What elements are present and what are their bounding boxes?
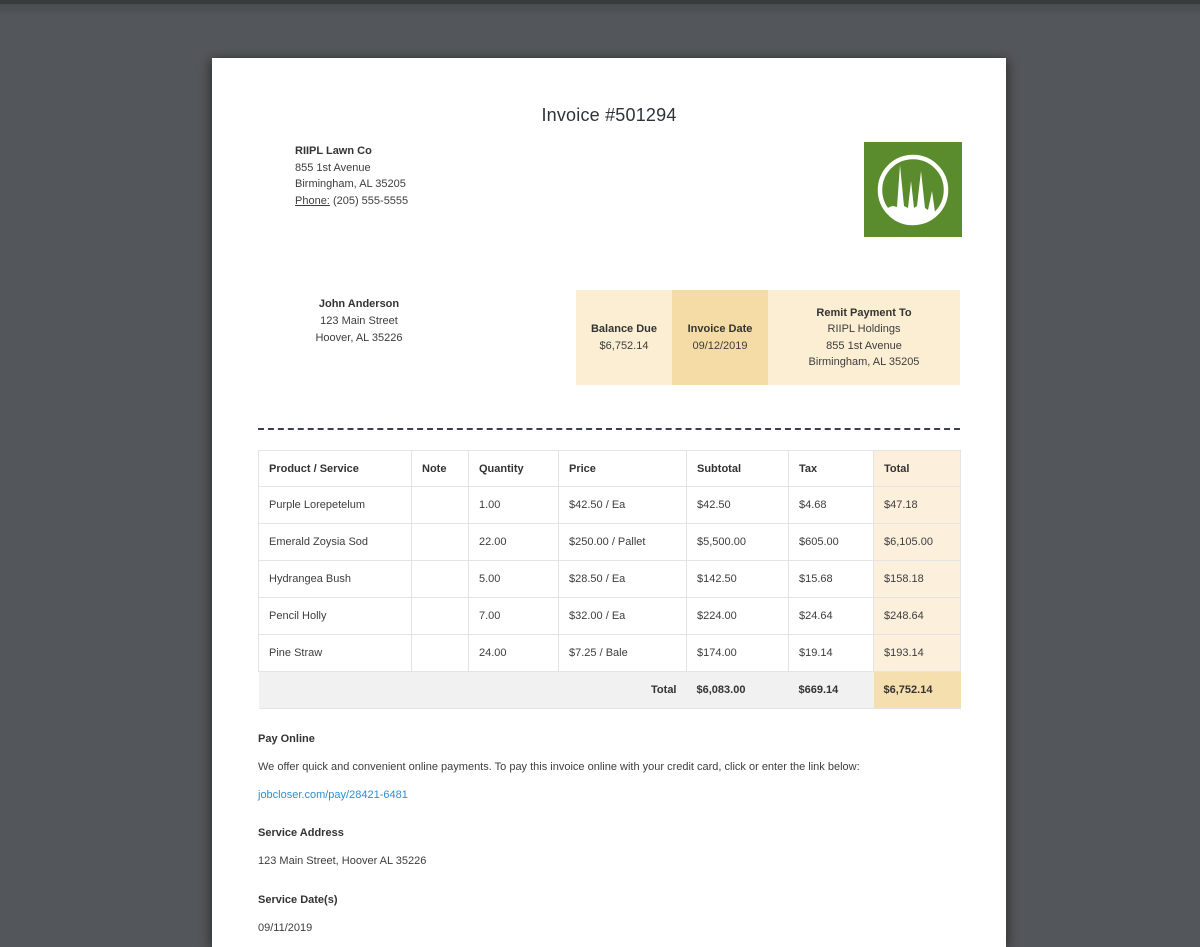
- grass-in-circle-icon: [864, 142, 962, 237]
- cell-tax: $24.64: [789, 598, 874, 635]
- cell-tax: $19.14: [789, 635, 874, 672]
- header-total: Total: [874, 451, 961, 487]
- cell-product: Pine Straw: [259, 635, 412, 672]
- cell-total: $47.18: [874, 487, 961, 524]
- cell-subtotal: $224.00: [687, 598, 789, 635]
- customer-address-block: [259, 296, 459, 347]
- cell-subtotal: $174.00: [687, 635, 789, 672]
- cell-product: Pencil Holly: [259, 598, 412, 635]
- customer-address-line2: Hoover, AL 35226: [315, 332, 403, 344]
- header-price: Price: [559, 451, 687, 487]
- table-header-row: [259, 451, 961, 487]
- invoice-date-label: Invoice Date: [687, 323, 753, 335]
- cell-total: $193.14: [874, 635, 961, 672]
- pay-online-link[interactable]: jobcloser.com/pay/28421-6481: [258, 789, 408, 801]
- header-tax: Tax: [789, 451, 874, 487]
- remit-address-line2: Birmingham, AL 35205: [808, 356, 920, 368]
- cell-price: $42.50 / Ea: [559, 487, 687, 524]
- customer-address-line1: 123 Main Street: [320, 315, 398, 327]
- cell-product: Purple Lorepetelum: [259, 487, 412, 524]
- totals-row: [259, 672, 961, 709]
- totals-tax: $669.14: [789, 672, 874, 709]
- cell-product: Emerald Zoysia Sod: [259, 524, 412, 561]
- table-row: [259, 598, 961, 635]
- totals-subtotal: $6,083.00: [687, 672, 789, 709]
- table-row: [259, 487, 961, 524]
- phone-label: Phone:: [295, 194, 330, 207]
- cell-quantity: 5.00: [469, 561, 559, 598]
- cell-quantity: 22.00: [469, 524, 559, 561]
- cell-subtotal: $42.50: [687, 487, 789, 524]
- header-quantity: Quantity: [469, 451, 559, 487]
- totals-label: Total: [259, 672, 687, 709]
- dashed-divider: [258, 428, 960, 430]
- balance-due-label: Balance Due: [590, 323, 658, 335]
- table-row: [259, 524, 961, 561]
- grand-total: $6,752.14: [874, 672, 961, 709]
- cell-price: $28.50 / Ea: [559, 561, 687, 598]
- cell-price: $7.25 / Bale: [559, 635, 687, 672]
- cell-note: [412, 561, 469, 598]
- invoice-page: [212, 58, 1006, 947]
- header-product-service: Product / Service: [259, 451, 412, 487]
- cell-tax: $605.00: [789, 524, 874, 561]
- cell-price: $32.00 / Ea: [559, 598, 687, 635]
- remit-name: RIIPL Holdings: [827, 323, 901, 335]
- table-row: [259, 561, 961, 598]
- cell-price: $250.00 / Pallet: [559, 524, 687, 561]
- cell-subtotal: $142.50: [687, 561, 789, 598]
- cell-quantity: 7.00: [469, 598, 559, 635]
- cell-product: Hydrangea Bush: [259, 561, 412, 598]
- company-name: RIIPL Lawn Co: [295, 145, 372, 157]
- cell-tax: $15.68: [789, 561, 874, 598]
- company-logo: [864, 142, 962, 237]
- company-address-line2: Birmingham, AL 35205: [295, 178, 406, 190]
- remit-payment-label: Remit Payment To: [816, 306, 912, 319]
- table-row: [259, 635, 961, 672]
- cell-subtotal: $5,500.00: [687, 524, 789, 561]
- cell-note: [412, 635, 469, 672]
- cell-tax: $4.68: [789, 487, 874, 524]
- invoice-date-cell: [672, 290, 768, 385]
- balance-due-cell: [576, 290, 672, 385]
- company-phone-line: [295, 193, 408, 210]
- cell-quantity: 24.00: [469, 635, 559, 672]
- service-address-value: 123 Main Street, Hoover AL 35226: [258, 855, 427, 867]
- service-address-heading: Service Address: [258, 827, 344, 839]
- payment-summary-band: [576, 290, 960, 385]
- phone-number: (205) 555-5555: [332, 194, 409, 207]
- company-address-line1: 855 1st Avenue: [295, 161, 371, 174]
- cell-note: [412, 524, 469, 561]
- viewer-top-shade: [0, 4, 1200, 16]
- cell-quantity: 1.00: [469, 487, 559, 524]
- customer-name: John Anderson: [318, 298, 400, 310]
- cell-total: $248.64: [874, 598, 961, 635]
- header-note: Note: [412, 451, 469, 487]
- pay-online-heading: Pay Online: [258, 733, 315, 745]
- cell-note: [412, 487, 469, 524]
- pay-online-text: We offer quick and convenient online payments. To pay this invoice online with your credit card, click or enter the link below:: [258, 761, 860, 773]
- remit-payment-cell: [768, 290, 960, 385]
- cell-total: $158.18: [874, 561, 961, 598]
- service-dates-heading: Service Date(s): [258, 894, 338, 906]
- cell-note: [412, 598, 469, 635]
- header-subtotal: Subtotal: [687, 451, 789, 487]
- cell-total: $6,105.00: [874, 524, 961, 561]
- invoice-title: Invoice #501294: [541, 105, 677, 125]
- invoice-date-value: 09/12/2019: [692, 339, 748, 352]
- balance-due-value: $6,752.14: [599, 339, 649, 352]
- line-items-table: [258, 450, 961, 709]
- service-dates-value: 09/11/2019: [258, 922, 313, 934]
- company-address-block: [295, 143, 408, 209]
- remit-address-line1: 855 1st Avenue: [826, 339, 902, 352]
